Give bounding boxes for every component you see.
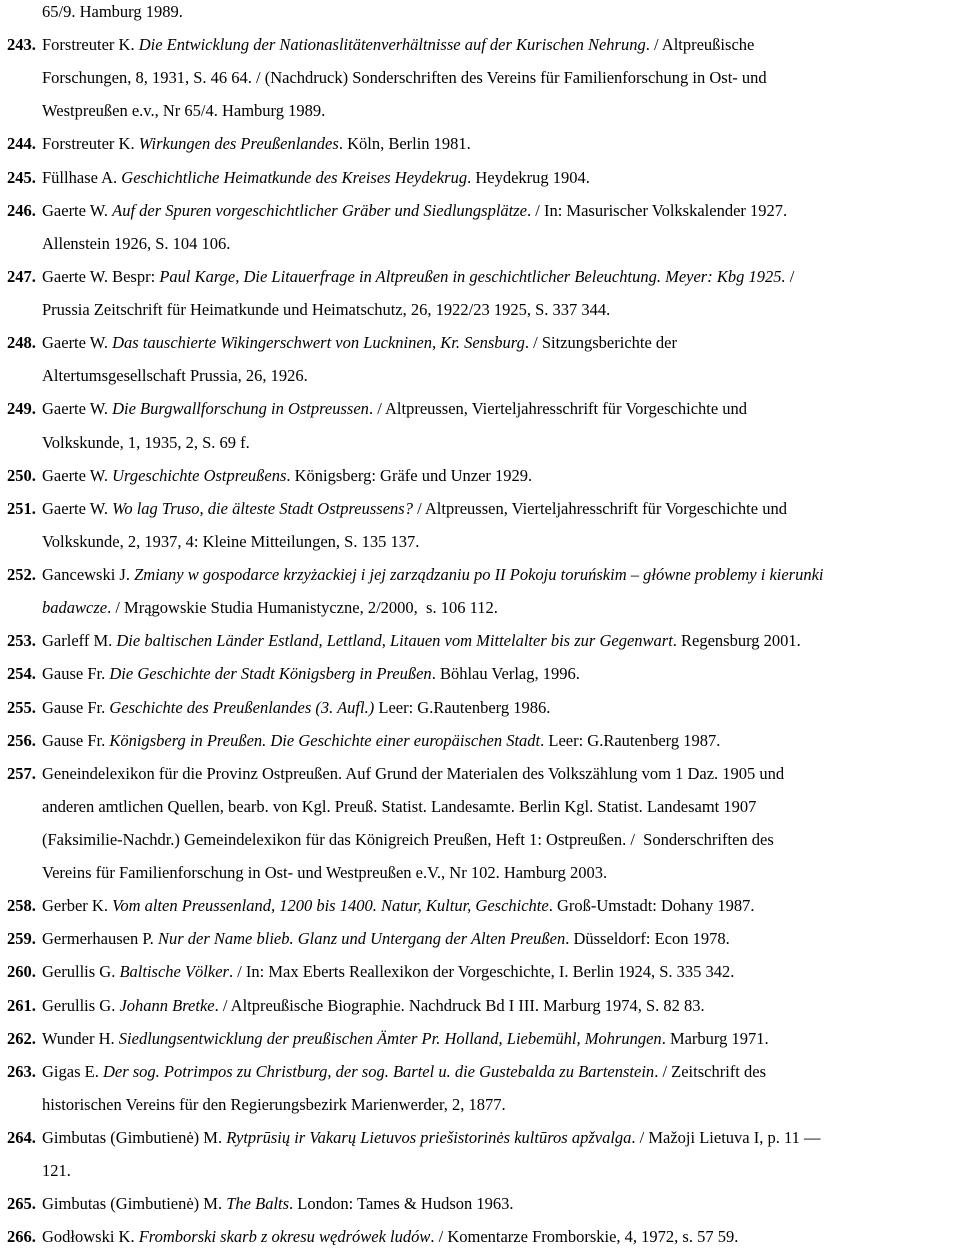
entry-text-segment: Gigas E. (42, 1061, 103, 1081)
entry-text-segment: . Marburg 1971. (661, 1028, 769, 1048)
entry-number: 262. (7, 1028, 36, 1048)
bibliography-entry (0, 1220, 960, 1253)
entry-text-segment: Forschungen, 8, 1931, S. 46 64. / (Nachdruck) Sonderschriften des Vereins für Familienforschung in Ost- und (42, 68, 767, 88)
entry-title-italic: Der sog. Potrimpos zu Christburg, der sog. Bartel u. die Gustebalda zu Bartenstein (102, 1061, 655, 1081)
entry-text-segment: Prussia Zeitschrift für Heimatkunde und Heimatschutz, 26, 1922/23 1925, S. 337 344. (42, 300, 611, 320)
bibliography-entry (0, 624, 960, 657)
bibliography-entry-continuation (0, 0, 960, 28)
bibliography-entry (0, 1187, 960, 1220)
entry-text (42, 260, 958, 293)
entry-text (42, 657, 958, 690)
bibliography-entry (0, 326, 960, 359)
bibliography-entry-continuation (0, 227, 960, 260)
entry-number: 259. (7, 929, 36, 949)
bibliography-entry (0, 28, 960, 61)
entry-text-segment: Wunder H. (42, 1028, 119, 1048)
bibliography-entry (0, 691, 960, 724)
entry-text (42, 492, 958, 525)
entry-title-italic: Geschichte des Preußenlandes (3. Aufl.) (109, 697, 375, 717)
entry-title-italic: Siedlungsentwicklung der preußischen Ämter Pr. Holland, Liebemühl, Mohrungen (118, 1028, 662, 1048)
entry-text (42, 426, 958, 459)
entry-number: 251. (7, 498, 36, 518)
entry-text (42, 194, 958, 227)
entry-title-italic: badawcze (42, 598, 108, 618)
entry-text-segment: . / Sitzungsberichte der (524, 333, 678, 353)
entry-title-italic: Nur der Name blieb. Glanz und Untergang der Alten Preußen (157, 929, 566, 949)
entry-title-italic: Urgeschichte Ostpreußens (112, 465, 287, 485)
entry-text-segment: Volkskunde, 2, 1937, 4: Kleine Mitteilungen, S. 135 137. (42, 531, 420, 551)
entry-number: 261. (7, 995, 36, 1015)
entry-number: 252. (7, 565, 36, 585)
entry-text-segment: Gerullis G. (42, 962, 120, 982)
entry-number: 263. (7, 1061, 36, 1081)
entry-text (42, 1022, 958, 1055)
entry-text (42, 525, 958, 558)
entry-text-segment: Füllhase A. (42, 167, 122, 187)
entry-text (42, 591, 958, 624)
entry-text (42, 326, 958, 359)
entry-text-segment: Gaerte W. (42, 465, 113, 485)
entry-text-segment: Gimbutas (Gimbutienė) M. (42, 1128, 227, 1148)
entry-text-segment: Gerber K. (42, 896, 113, 916)
entry-number: 256. (7, 730, 36, 750)
entry-text (42, 359, 958, 392)
entry-text-segment: . / Altpreußische (645, 35, 755, 55)
entry-number: 254. (7, 664, 36, 684)
entry-text (42, 856, 958, 889)
entry-text (42, 0, 958, 28)
entry-text (42, 161, 958, 194)
entry-text (42, 724, 958, 757)
entry-text-segment: Geneindelexikon für die Provinz Ostpreußen. Auf Grund der Materialen des Volkszählung vom 1 Daz. 1905 und (42, 763, 785, 783)
bibliography-entry (0, 1022, 960, 1055)
bibliography-entry (0, 889, 960, 922)
entry-title-italic: Die baltischen Länder Estland, Lettland, Litauen vom Mittelalter bis zur Gegenwart (116, 631, 673, 651)
entry-text-segment: Garleff M. (42, 631, 117, 651)
entry-text-segment: Volkskunde, 1, 1935, 2, S. 69 f. (42, 432, 250, 452)
bibliography-entry-continuation (0, 293, 960, 326)
entry-text-segment: . Leer: G.Rautenberg 1987. (540, 730, 721, 750)
bibliography-entry-continuation (0, 359, 960, 392)
bibliography-entry (0, 955, 960, 988)
bibliography-entry (0, 558, 960, 591)
entry-title-italic: Das tauschierte Wikingerschwert von Luckninen, Kr. Sensburg (112, 333, 525, 353)
entry-text-segment: anderen amtlichen Quellen, bearb. von Kgl. Preuß. Statist. Landesamte. Berlin Kgl. Statist. Landesamt 1907 (42, 796, 757, 816)
bibliography-entry-continuation (0, 61, 960, 94)
bibliography-entry (0, 459, 960, 492)
entry-text (42, 28, 958, 61)
bibliography-entry (0, 492, 960, 525)
entry-text (42, 790, 958, 823)
entry-title-italic: Wo lag Truso, die älteste Stadt Ostpreussens? (112, 498, 413, 518)
entry-text-segment: . Heydekrug 1904. (467, 167, 590, 187)
bibliography-entry (0, 194, 960, 227)
bibliography-entry-continuation (0, 525, 960, 558)
entry-text-segment: (Faksimilie-Nachdr.) Gemeindelexikon für das Königreich Preußen, Heft 1: Ostpreußen. / Sonderschriften des (42, 830, 774, 849)
entry-number: 250. (7, 465, 36, 485)
entry-text-segment: Gaerte W. (42, 399, 113, 419)
entry-text-segment: Gaerte W. Bespr: (42, 266, 160, 286)
bibliography-entry-continuation (0, 426, 960, 459)
entry-title-italic: Rytprūsių ir Vakarų Lietuvos priešistorinės kultūros apžvalga (226, 1128, 632, 1148)
entry-title-italic: Johann Bretke (119, 995, 215, 1015)
entry-text-segment: . London: Tames & Hudson 1963. (289, 1194, 514, 1214)
entry-text (42, 823, 958, 856)
bibliography-entry-continuation (0, 823, 960, 856)
bibliography-entry (0, 922, 960, 955)
bibliography-entry (0, 1055, 960, 1088)
entry-number: 248. (7, 333, 36, 353)
entry-text-segment: Vereins für Familienforschung in Ost- und Westpreußen e.V., Nr 102. Hamburg 2003. (42, 863, 608, 883)
entry-text-segment: . Groß-Umstadt: Dohany 1987. (548, 896, 755, 916)
bibliography-entry-continuation (0, 1088, 960, 1121)
entry-text (42, 94, 958, 127)
entry-text (42, 1220, 958, 1253)
entry-text-segment: . / Zeitschrift des (654, 1061, 766, 1081)
entry-title-italic: Paul Karge, Die Litauerfrage in Altpreußen in geschichtlicher Beleuchtung. Meyer: Kbg 1925. (159, 266, 786, 286)
entry-number: 245. (7, 167, 36, 187)
entry-title-italic: Geschichtliche Heimatkunde des Kreises Heydekrug (121, 167, 468, 187)
bibliography-entry (0, 657, 960, 690)
entry-number: 264. (7, 1128, 36, 1148)
entry-text-segment: / Altpreussen, Vierteljahresschrift für Vorgeschichte und (412, 498, 787, 518)
entry-text-segment: Gancewski J. (42, 565, 135, 585)
entry-text (42, 61, 958, 94)
entry-text (42, 1187, 958, 1220)
entry-title-italic: Auf der Spuren vorgeschichtlicher Gräber und Siedlungsplätze (112, 200, 527, 220)
entry-text (42, 127, 958, 160)
entry-text (42, 1055, 958, 1088)
entry-text-segment: . / Altpreußische Biographie. Nachdruck Bd I III. Marburg 1974, S. 82 83. (214, 995, 705, 1015)
entry-text-segment: . / Mrągowskie Studia Humanistyczne, 2/2000, s. 106 112. (107, 598, 498, 618)
bibliography-entry-continuation (0, 591, 960, 624)
bibliography-entry-continuation (0, 1154, 960, 1187)
entry-text (42, 1121, 958, 1154)
entry-text-segment: Gerullis G. (42, 995, 120, 1015)
entry-text-segment: Gimbutas (Gimbutienė) M. (42, 1194, 227, 1214)
entry-text-segment: . Böhlau Verlag, 1996. (431, 664, 580, 684)
entry-number: 266. (7, 1227, 36, 1247)
entry-text-segment: Gaerte W. (42, 498, 113, 518)
entry-text-segment: Allenstein 1926, S. 104 106. (42, 233, 231, 253)
bibliography-entry (0, 161, 960, 194)
entry-text-segment: . / Altpreussen, Vierteljahresschrift für Vorgeschichte und (368, 399, 748, 419)
entry-text-segment: Leer: G.Rautenberg 1986. (374, 697, 551, 717)
entry-number: 258. (7, 896, 36, 916)
entry-number: 244. (7, 134, 36, 154)
entry-text-segment: Gause Fr. (42, 664, 110, 684)
entry-text-segment: Forstreuter K. (42, 134, 139, 154)
bibliography-entry-continuation (0, 94, 960, 127)
entry-text-segment: . / In: Max Eberts Reallexikon der Vorgeschichte, I. Berlin 1924, S. 335 342. (228, 962, 735, 982)
bibliography-entry (0, 989, 960, 1022)
entry-title-italic: Die Entwicklung der Nationaslitätenverhältnisse auf der Kurischen Nehrung (138, 35, 646, 55)
bibliography-entry-continuation (0, 856, 960, 889)
entry-text (42, 293, 958, 326)
bibliography-entry (0, 127, 960, 160)
entry-text-segment: Germerhausen P. (42, 929, 158, 949)
bibliography-entry (0, 1121, 960, 1154)
entry-text (42, 989, 958, 1022)
bibliography-entry (0, 392, 960, 425)
entry-text-segment: Gause Fr. (42, 730, 110, 750)
entry-text-segment: Westpreußen e.v., Nr 65/4. Hamburg 1989. (42, 101, 326, 121)
entry-number: 253. (7, 631, 36, 651)
entry-title-italic: Königsberg in Preußen. Die Geschichte einer europäischen Stadt (109, 730, 541, 750)
entry-number: 243. (7, 35, 36, 55)
entry-text (42, 1088, 958, 1121)
entry-text (42, 922, 958, 955)
entry-title-italic: Fromborski skarb z okresu wędrówek ludów (138, 1227, 431, 1247)
entry-number: 249. (7, 399, 36, 419)
entry-text-segment: . / Komentarze Fromborskie, 4, 1972, s. 57 59. (430, 1227, 739, 1247)
entry-number: 257. (7, 763, 36, 783)
bibliography-entry (0, 724, 960, 757)
entry-text-segment: Altertumsgesellschaft Prussia, 26, 1926. (42, 366, 308, 386)
entry-text-segment: / (785, 266, 795, 286)
entry-title-italic: Zmiany w gospodarce krzyżackiej i jej zarządzaniu po II Pokoju toruńskim – główne problemy i kierunki (134, 565, 824, 585)
entry-text-segment: Gaerte W. (42, 333, 113, 353)
entry-title-italic: Baltische Völker (119, 962, 229, 982)
entry-title-italic: Vom alten Preussenland, 1200 bis 1400. Natur, Kultur, Geschichte (112, 896, 549, 916)
entry-text-segment: Forstreuter K. (42, 35, 139, 55)
entry-text (42, 227, 958, 260)
entry-text (42, 392, 958, 425)
entry-text-segment: 121. (42, 1161, 71, 1181)
entry-number: 260. (7, 962, 36, 982)
entry-text-segment: historischen Vereins für den Regierungsbezirk Marienwerder, 2, 1877. (42, 1094, 506, 1114)
entry-text-segment: . / Mažoji Lietuva I, p. 11 — (631, 1128, 821, 1148)
entry-title-italic: Die Geschichte der Stadt Königsberg in Preußen (109, 664, 432, 684)
entry-text-segment: Gaerte W. (42, 200, 113, 220)
entry-number: 247. (7, 266, 36, 286)
entry-text-segment: . Köln, Berlin 1981. (338, 134, 471, 154)
entry-text-segment: Godłowski K. (42, 1227, 139, 1247)
entry-text (42, 624, 958, 657)
entry-text-segment: . Regensburg 2001. (672, 631, 801, 651)
entry-text (42, 757, 958, 790)
entry-text-segment: 65/9. Hamburg 1989. (42, 2, 183, 21)
entry-text-segment: . Düsseldorf: Econ 1978. (565, 929, 730, 949)
entry-title-italic: Wirkungen des Preußenlandes (138, 134, 339, 154)
entry-text-segment: . / In: Masurischer Volkskalender 1927. (527, 200, 788, 220)
entry-text (42, 955, 958, 988)
bibliography-entry-continuation (0, 790, 960, 823)
entry-number: 246. (7, 200, 36, 220)
entry-title-italic: The Balts (226, 1194, 290, 1214)
entry-number: 265. (7, 1194, 36, 1214)
entry-text (42, 889, 958, 922)
entry-number: 255. (7, 697, 36, 717)
entry-text-segment: Gause Fr. (42, 697, 110, 717)
bibliography-entry (0, 757, 960, 790)
entry-text-segment: . Königsberg: Gräfe und Unzer 1929. (286, 465, 533, 485)
entry-text (42, 1154, 958, 1187)
entry-text (42, 558, 958, 591)
entry-text (42, 691, 958, 724)
entry-title-italic: Die Burgwallforschung in Ostpreussen (112, 399, 369, 419)
entry-text (42, 459, 958, 492)
bibliography-entry (0, 260, 960, 293)
